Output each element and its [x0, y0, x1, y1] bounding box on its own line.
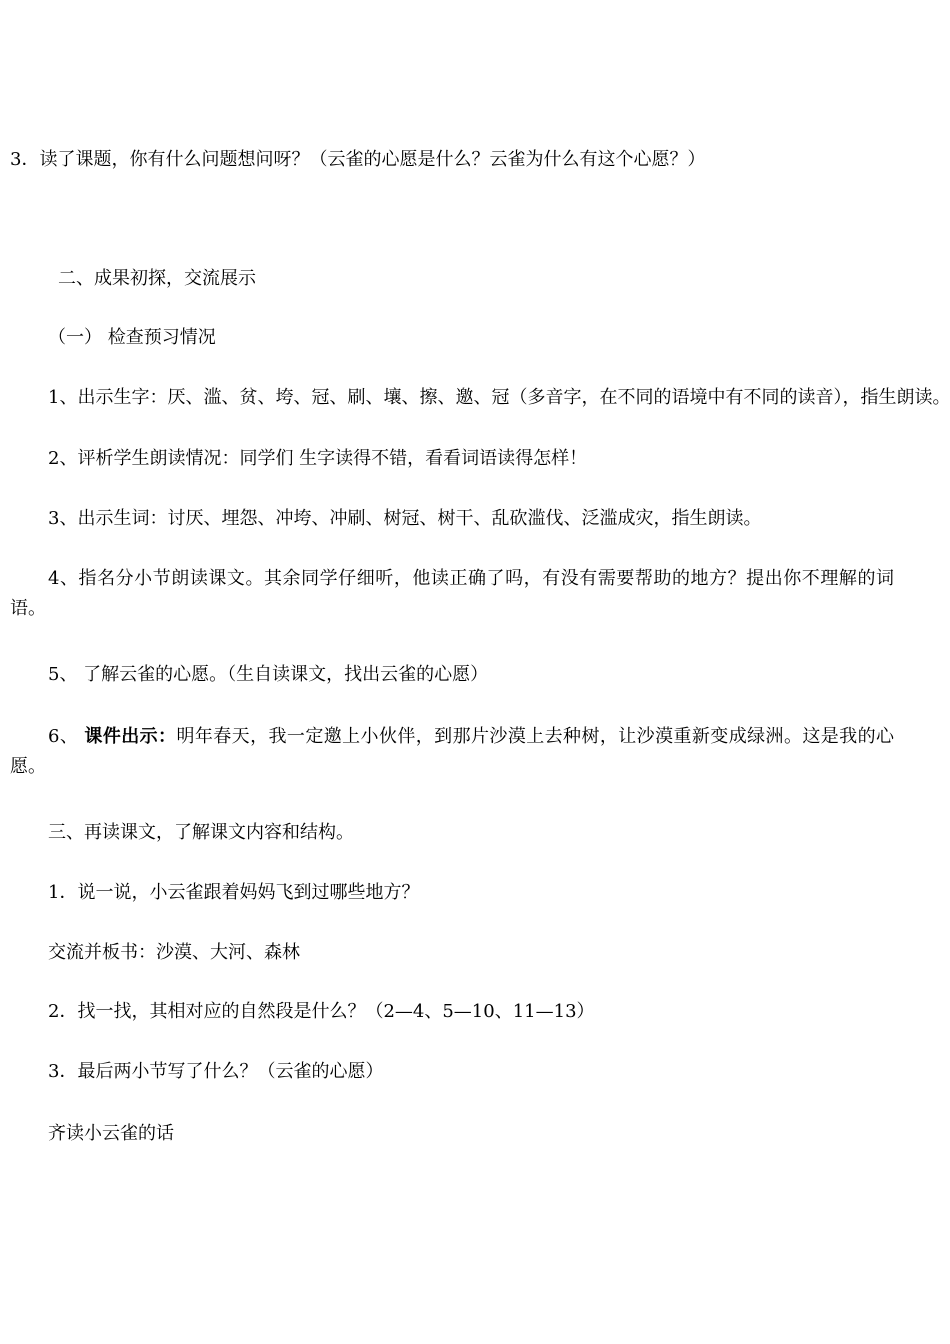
section-3-heading: 三、再读课文，了解课文内容和结构。 — [48, 822, 354, 843]
paragraph-6-text: 明年春天，我一定邀上小伙伴，到那片沙漠上去种树，让沙漠重新变成绿洲。这是我的心愿。 — [10, 726, 894, 777]
paragraph-1: 1、出示生字：厌、滥、贫、垮、冠、刷、壤、擦、邀、冠（多音字，在不同的语境中有不同的读音），指生朗读。 — [48, 387, 950, 408]
paragraph-2: 2、评析学生朗读情况：同学们 生字读得不错，看看词语读得怎样！ — [48, 448, 588, 469]
subsection-1-heading: （一） 检查预习情况 — [48, 327, 216, 348]
section-2-heading: 二、成果初探，交流展示 — [58, 268, 256, 289]
section-3-question-3: 3．最后两小节写了什么？（云雀的心愿） — [48, 1061, 384, 1082]
section-3-question-1: 1．说一说，小云雀跟着妈妈飞到过哪些地方？ — [48, 882, 420, 903]
question-3: 3．读了课题，你有什么问题想问呀？（云雀的心愿是什么？云雀为什么有这个心愿？） — [10, 149, 706, 170]
paragraph-5: 5、 了解云雀的心愿。（生自读课文，找出云雀的心愿） — [48, 664, 489, 685]
paragraph-3: 3、出示生词：讨厌、埋怨、冲垮、冲刷、树冠、树干、乱砍滥伐、泛滥成灾，指生朗读。 — [48, 508, 762, 529]
paragraph-6-number: 6、 — [48, 726, 85, 747]
board-writing: 交流并板书：沙漠、大河、森林 — [48, 942, 300, 963]
paragraph-4: 4、指名分小节朗读课文。其余同学仔细听，他读正确了吗，有没有需要帮助的地方？提出你不理解的词语。 — [10, 568, 894, 619]
section-3-question-2: 2．找一找，其相对应的自然段是什么？（2—4、5—10、11—13） — [48, 1001, 595, 1022]
paragraph-6 — [10, 722, 894, 782]
read-aloud-instruction: 齐读小云雀的话 — [48, 1123, 174, 1144]
courseware-label: 课件出示： — [84, 726, 177, 747]
